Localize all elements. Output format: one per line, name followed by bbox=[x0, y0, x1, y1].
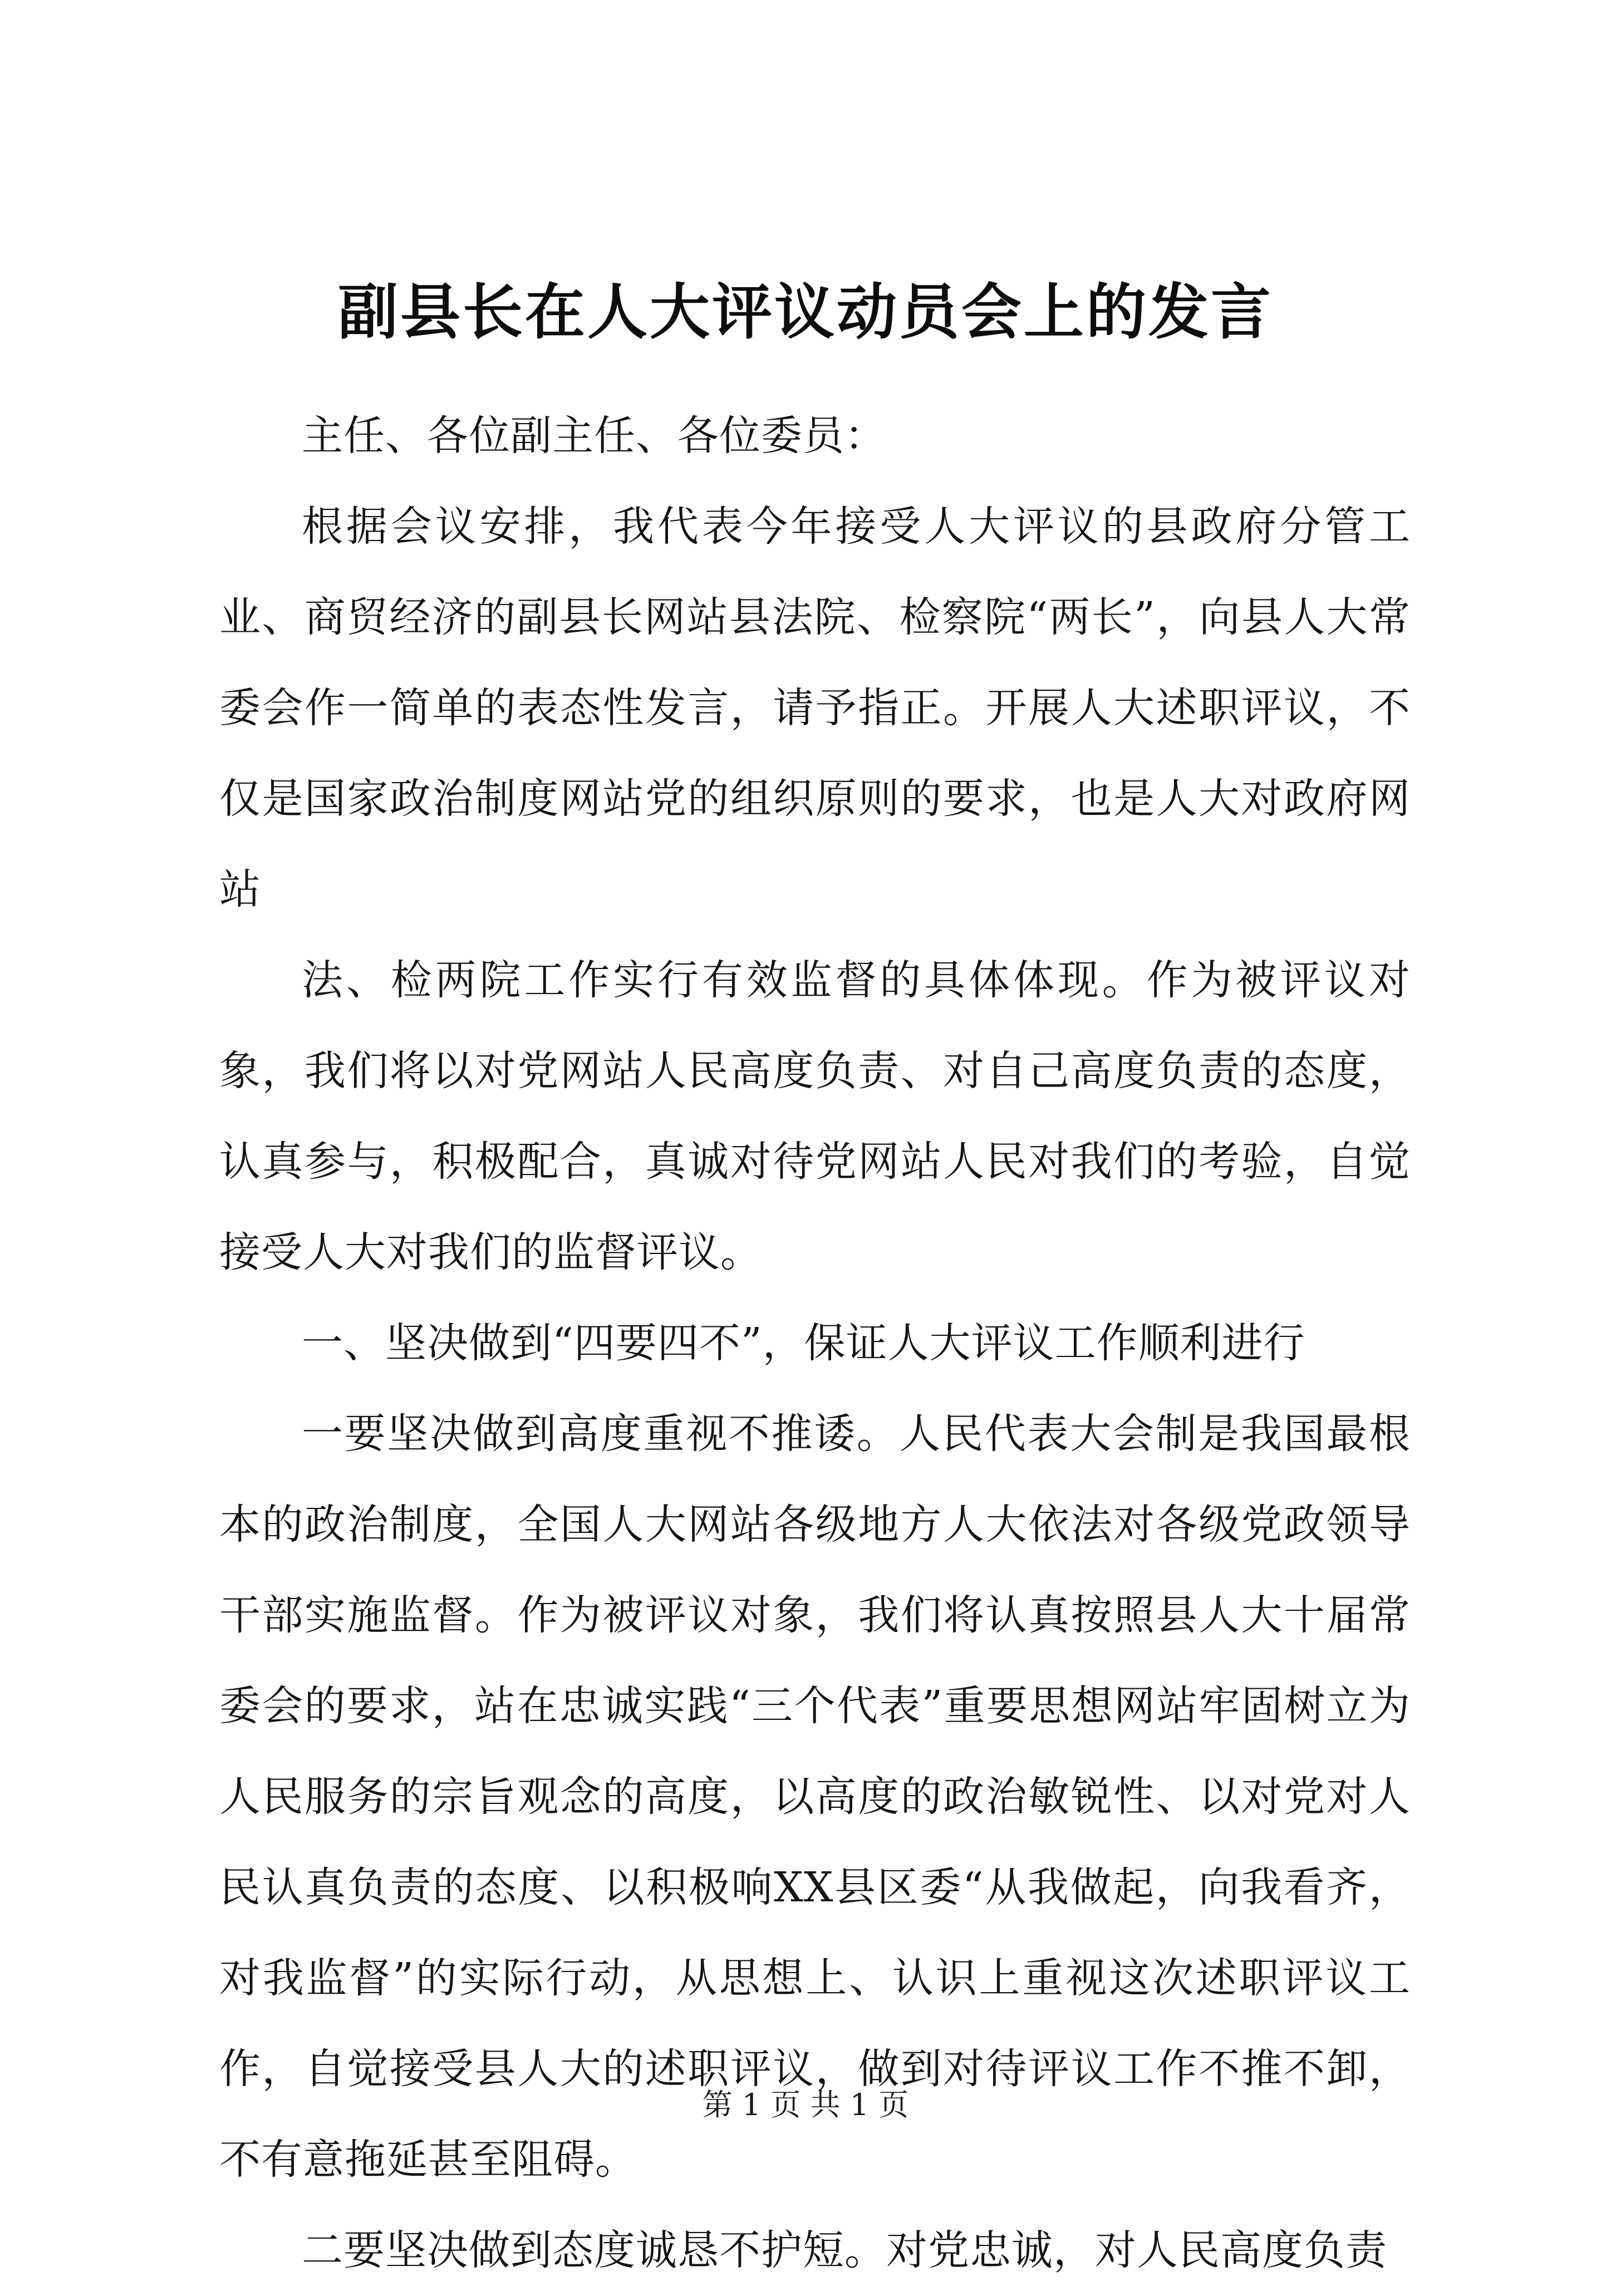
salutation: 主任、各位副主任、各位委员： bbox=[302, 412, 886, 460]
section-heading-1: 一、坚决做到“四要四不”，保证人大评议工作顺利进行 bbox=[302, 1319, 1305, 1367]
page-number-footer: 第 1 页 共 1 页 bbox=[702, 2087, 909, 2122]
document-title: 副县长在人大评议动员会上的发言 bbox=[337, 278, 1273, 347]
paragraph-3: 一要坚决做到高度重视不推诿。人民代表大会制是我国最根本的政治制度，全国人大网站各级地方人大依法对各级党政领导干部实施监督。作为被评议对象，我们将认真按照县人大十届常委会的要求，站在忠诚实践“三个代表”重要思想网站牢固树立为人民服务的宗旨观念的高度，以高度的政治敏锐性、以对党对人民认真负责的态度、以积极响XX县区委“从我做起，向我看齐，对我监督”的实际行动，从思想上、认识上重视这次述职评议工作，自觉接受县人大的述职评议，做到对待评议工作不推不卸，不有意拖延甚至阻碍。 bbox=[219, 1410, 1411, 2184]
document-body bbox=[219, 391, 1411, 2296]
paragraph-4: 二要坚决做到态度诚恳不护短。对党忠诚，对人民高度负责 bbox=[302, 2226, 1387, 2274]
paragraph-2: 法、检两院工作实行有效监督的具体体现。作为被评议对象，我们将以对党网站人民高度负责、对自己高度负责的态度，认真参与，积极配合，真诚对待党网站人民对我们的考验，自觉接受人大对我们的监督评议。 bbox=[219, 956, 1411, 1276]
paragraph-1: 根据会议安排，我代表今年接受人大评议的县政府分管工业、商贸经济的副县长网站县法院、检察院“两长”，向县人大常委会作一简单的表态性发言，请予指正。开展人大述职评议，不仅是国家政治制度网站党的组织原则的要求，也是人大对政府网站 bbox=[219, 503, 1411, 913]
